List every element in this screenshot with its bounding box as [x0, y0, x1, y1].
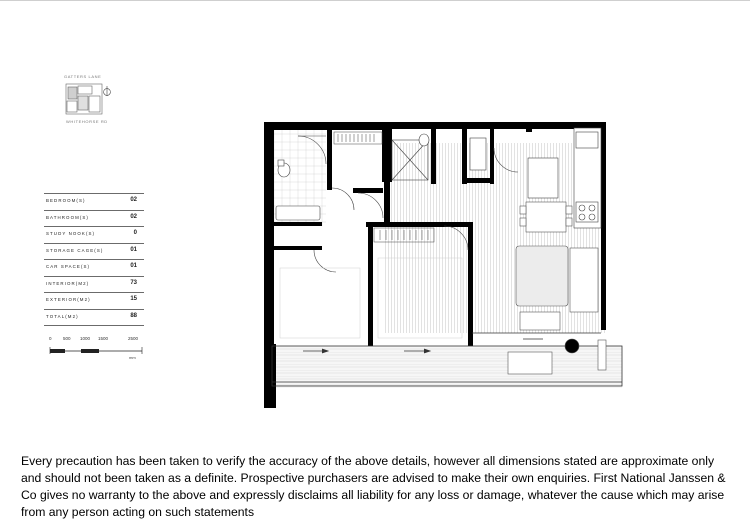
schedule-row-study-nooks	[44, 226, 144, 243]
schedule-label: TOTAL(M2)	[46, 313, 79, 319]
scale-tick-500: 500	[63, 336, 71, 341]
schedule-value: 0	[133, 230, 137, 236]
scale-tick-0: 0	[49, 336, 52, 341]
scale-bar-graphic	[44, 342, 154, 360]
schedule-value: 02	[130, 197, 137, 203]
disclaimer-text: Every precaution has been taken to verify the accuracy of the above details, however all dimensions stated are approximate only and should not been taken as a definite. Prospective purchasers are advised to make their own enquiries. First National Janssen & Co gives no warranty to the above and expressly disclaims all liability for any loss or damage, whatever the cause which may arise from any person acting on such statements	[21, 454, 726, 519]
scale-tick-1000: 1000	[80, 336, 91, 341]
area-schedule	[44, 193, 144, 326]
schedule-label: STORAGE CAGE(S)	[46, 247, 104, 253]
schedule-value: 01	[130, 263, 137, 269]
schedule-row-interior	[44, 276, 144, 293]
scale-tick-2500: 2500	[128, 336, 139, 341]
schedule-row-car-spaces	[44, 259, 144, 276]
schedule-value: 01	[130, 246, 137, 253]
schedule-row-bathrooms	[44, 210, 144, 227]
floor-plan	[258, 118, 628, 410]
schedule-row-total	[44, 309, 144, 327]
floor-plan-drawing	[258, 118, 628, 410]
scale-bar	[44, 336, 154, 366]
schedule-label: INTERIOR(M2)	[46, 280, 90, 286]
schedule-row-exterior	[44, 292, 144, 309]
schedule-row-bedrooms	[44, 193, 144, 210]
key-plan-street-bottom: WHITEHORSE RD	[66, 119, 108, 124]
key-plan-street-top: GATTERS LANE	[64, 74, 102, 79]
schedule-row-storage-cages	[44, 243, 144, 260]
scale-tick-1500: 1500	[98, 336, 109, 341]
schedule-label: BEDROOM(S)	[46, 198, 86, 203]
schedule-label: EXTERIOR(M2)	[46, 297, 91, 302]
schedule-value: 15	[130, 296, 137, 302]
schedule-value: 73	[130, 279, 137, 286]
north-arrow-icon	[104, 86, 111, 96]
schedule-value: 88	[130, 312, 137, 319]
schedule-label: STUDY NOOK(S)	[46, 231, 96, 236]
top-border-line	[0, 0, 750, 1]
schedule-label: CAR SPACE(S)	[46, 264, 91, 269]
scale-unit: mm	[129, 355, 136, 360]
key-plan	[58, 74, 138, 126]
schedule-value: 02	[130, 213, 137, 220]
schedule-label: BATHROOM(S)	[46, 214, 89, 220]
